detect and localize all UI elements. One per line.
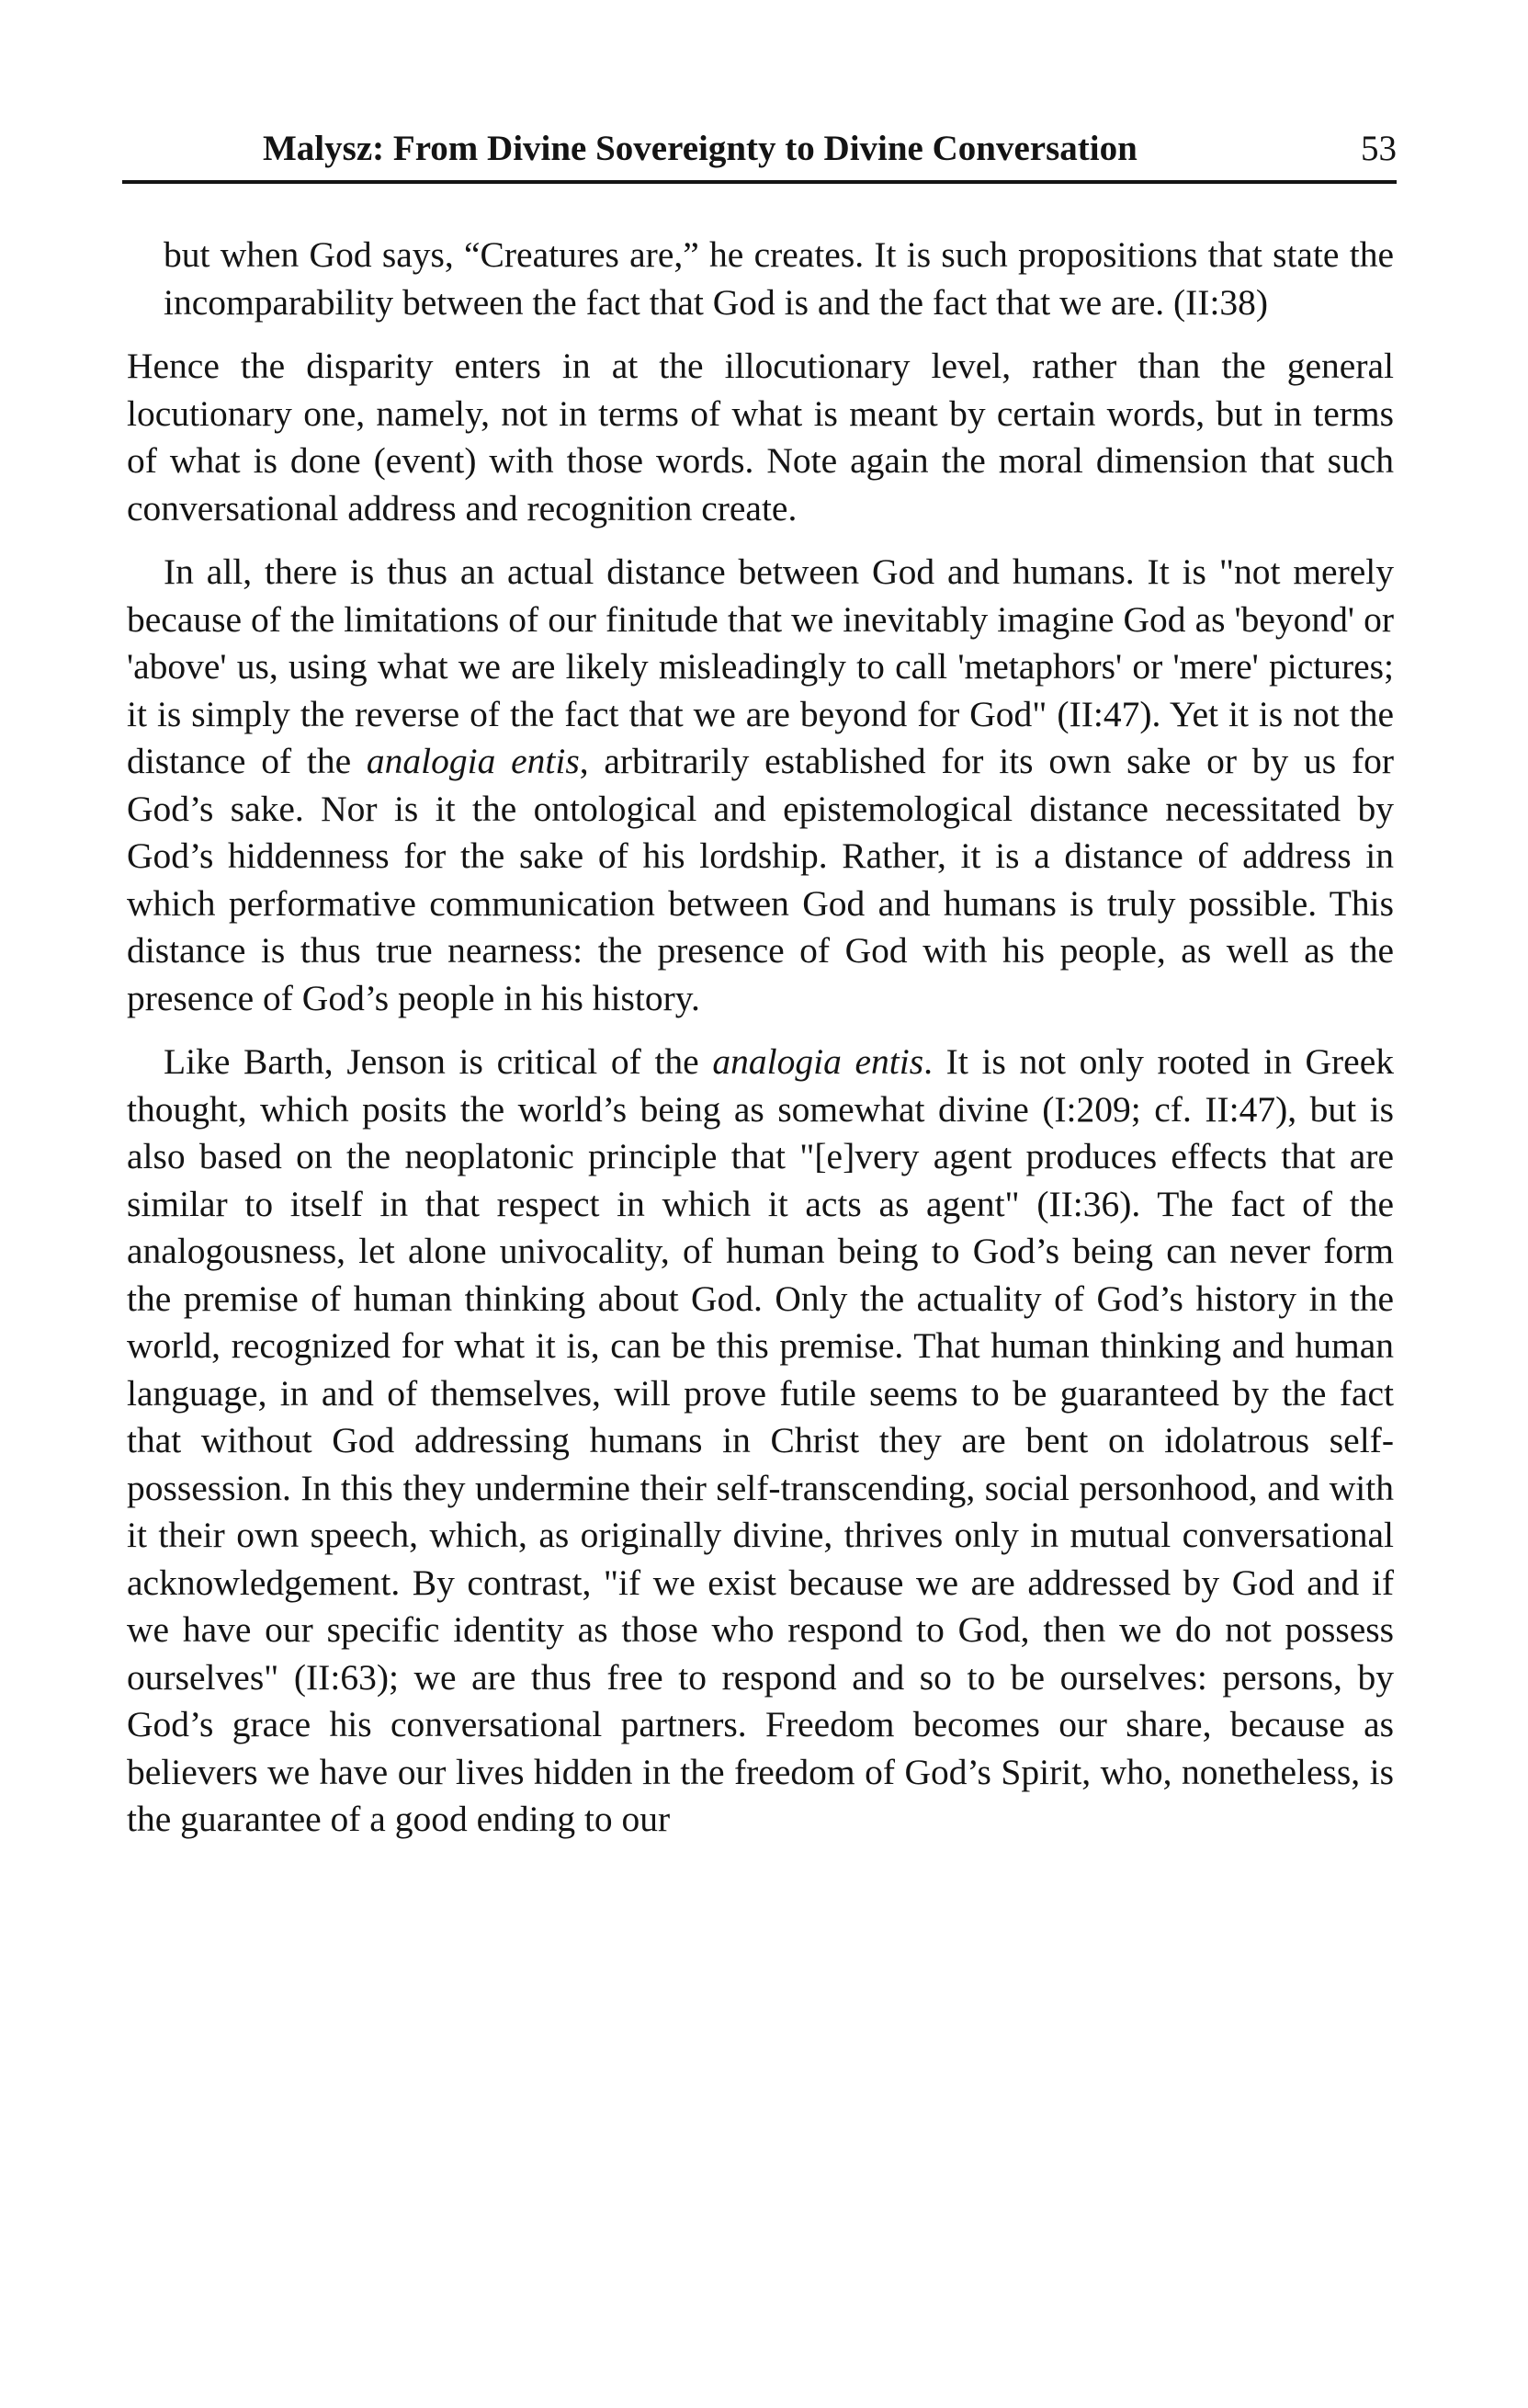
block-quote: but when God says, “Creatures are,” he creates. It is such propositions that state the incomparability between the fact that God is and the fact that we are. (II:38) — [164, 234, 1394, 323]
page-number: 53 — [1361, 129, 1397, 168]
paragraph-distance — [127, 549, 1394, 1022]
paragraph-barth-jenson — [127, 1039, 1394, 1844]
analogia-entis-term: analogia entis — [712, 1041, 924, 1082]
analogia-entis-term: analogia entis — [366, 741, 580, 781]
paragraph-barth-jenson-text-2: . It is not only rooted in Greek thought, which posits the world’s being as somewhat divine (I:209; cf. II:47), but is also based on the neoplatonic principle that "[e]very agent produces effects that are similar to itself in that respect in which it acts as agent" (II:36). The fact of the analogousness, let alone univocality, of human being to God’s being can never form the premise of human thinking about God. Only the actuality of God’s history in the world, recognized for what it is, can be this premise. That human thinking and human language, in and of themselves, will prove futile seems to be guaranteed by the fact that without God addressing humans in Christ they are bent on idolatrous self-possession. In this they undermine their self-transcending, social personhood, and with it their own speech, which, as originally divine, thrives only in mutual conversational acknowledgement. By contrast, "if we exist because we are addressed by God and if we have our specific identity as those who respond to God, then we do not possess ourselves" (II:63); we are thus free to respond and so to be ourselves: persons, by God’s grace his conversational partners. Freedom becomes our share, because as believers we have our lives hidden in the freedom of God’s Spirit, who, nonetheless, is the guarantee of a good ending to our — [127, 1041, 1394, 1839]
paragraph-distance-text-1: In all, there is thus an actual distance between God and humans. It is "not merely because of the limitations of our finitude that we inevitably imagine God as 'beyond' or 'above' us, using what we are likely misleadingly to call 'metaphors' or 'mere' pictures; it is simply the reverse of the fact that we are beyond for God" (II:47). Yet it is not the distance of the — [127, 551, 1394, 781]
paragraph-disparity: Hence the disparity enters in at the illocutionary level, rather than the general locutionary one, namely, not in terms of what is meant by certain words, but in terms of what is done (event) with those words. Note again the moral dimension that such conversational address and recognition create. — [127, 346, 1394, 528]
page-header — [122, 123, 1397, 184]
page-body — [127, 232, 1394, 1844]
paragraph-barth-jenson-text-1: Like Barth, Jenson is critical of the — [164, 1041, 713, 1082]
running-head: Malysz: From Divine Sovereignty to Divine Conversation — [263, 129, 1138, 168]
paragraph-distance-text-2: , arbitrarily established for its own sake or by us for God’s sake. Nor is it the ontological and epistemological distance necessitated by God’s hiddenness for the sake of his lordship. Rather, it is a distance of address in which performative communication between God and humans is truly possible. This distance is thus true nearness: the presence of God with his people, as well as the presence of God’s people in his history. — [127, 741, 1395, 1018]
